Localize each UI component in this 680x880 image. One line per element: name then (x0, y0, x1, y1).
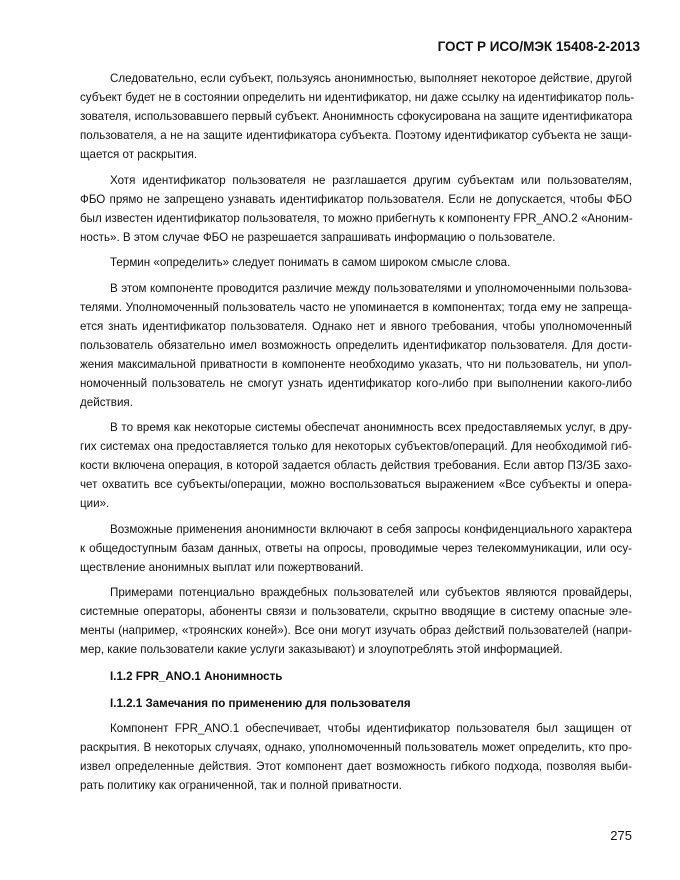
text-line: Примерами потенциально враждебных пользователей или субъектов являются провайдеры, (110, 586, 632, 599)
text-line: ФБО прямо не запрещено узнавать идентификатор пользователя. Если не допускается, чтобы ФБО (80, 192, 632, 206)
text-line: чет охватить все субъекты/операции, можно воспользоваться выражением «Все субъекты и опера- (80, 478, 632, 491)
text-line: пользователя, а не на защите идентификатора субъекта. Поэтому идентификатор субъекта не защи- (80, 129, 632, 142)
section-heading: I.1.2 FPR_ANO.1 Анонимность (110, 670, 283, 683)
text-line: субъект будет не в состоянии определить ни идентификатор, ни даже ссылку на идентификатор поль- (80, 91, 635, 104)
final-paragraph (80, 719, 632, 795)
text-line: раскрытия. В некоторых случаях, однако, уполномоченный пользователь может определить, кто про- (80, 741, 632, 754)
text-line: менты (например, «троянских коней»). Все они могут изучать образ действий пользователей (напри- (80, 624, 632, 637)
paragraph (80, 583, 632, 659)
text-line: кости включена операция, в которой задается область действия требования. Если автор ПЗ/ЗБ захо- (80, 459, 632, 472)
text-line: ется знать идентификатор пользователя. Однако нет и явного требования, чтобы уполномоченный (80, 319, 632, 333)
text-line: В то время как некоторые системы обеспечат анонимность всех предоставляемых услуг, в дру- (110, 421, 632, 434)
text-line: телями. Уполномоченный пользователь часто не упоминается в компонентах; тогда ему не запреща- (80, 300, 632, 314)
text-line: зователя, использовавшего первый субъект. Анонимность сфокусирована на защите идентификатора (80, 110, 633, 123)
text-line: жения максимальной приватности в компоненте необходимо указать, что ни пользователь, ни упол- (80, 357, 632, 371)
text-line: щается от раскрытия. (80, 148, 198, 161)
text-line: гих системах она предоставляется только для некоторых субъектов/операций. Для необходимой гиб- (80, 440, 632, 453)
document-header: ГОСТ Р ИСО/МЭК 15408-2-2013 (437, 39, 640, 54)
text-line: В этом компоненте проводится различие между пользователями и уполномоченными пользова- (110, 281, 632, 295)
text-line: ции». (80, 497, 110, 510)
paragraph (80, 69, 635, 164)
text-line: Следовательно, если субъект, пользуясь анонимностью, выполняет некоторое действие, другой (110, 72, 632, 85)
text-line: Хотя идентификатор пользователя не разглашается другим субъектам или пользователям, (110, 173, 632, 187)
paragraph (80, 253, 632, 272)
subsection-heading: I.1.2.1 Замечания по применению для пользователя (110, 697, 411, 710)
text-line: системные операторы, абоненты связи и пользователи, скрытно вводящие в систему опасные эле- (80, 605, 632, 618)
page-number: 275 (610, 828, 632, 843)
paragraph (80, 719, 632, 795)
text-line: ность». В этом случае ФБО не разрешается запрашивать информацию о пользователе. (80, 230, 556, 244)
text-line: Возможные применения анонимности включают в себя запросы конфиденциального характера (110, 522, 632, 536)
paragraph (80, 418, 632, 513)
text-line: Термин «определить» следует понимать в самом широком смысле слова. (110, 256, 511, 269)
page-body (80, 69, 635, 802)
paragraphs (80, 69, 635, 659)
paragraph (80, 279, 632, 412)
text-line: Компонент FPR_ANO.1 обеспечивает, чтобы идентификатор пользователя был защищен от (110, 722, 632, 735)
text-line: извел определенные действия. Этот компонент дает возможность гибкого подхода, позволяя выби- (80, 760, 632, 773)
text-line: ществление анонимных выплат или пожертвований. (80, 560, 364, 574)
paragraph (80, 171, 632, 247)
text-line: к общедоступным базам данных, ответы на опросы, проводимые через телекоммуникации, или осу- (80, 541, 632, 555)
text-line: мер, какие пользователи какие услуги заказывают) и злоупотреблять этой информацией. (80, 643, 563, 656)
text-line: рать политику как ограниченной, так и полной приватности. (80, 779, 402, 792)
text-line: номоченный пользователь не смогут узнать идентификатор кого-либо при выполнении какого-либо (80, 376, 632, 390)
paragraph (80, 520, 632, 577)
text-line: был известен идентификатор пользователя, то можно прибегнуть к компоненту FPR_ANO.2 «Аноним- (80, 211, 633, 225)
text-line: пользователь обязательно имел возможность определить идентификатор пользователя. Для дости- (80, 338, 632, 352)
text-line: действия. (80, 395, 133, 409)
